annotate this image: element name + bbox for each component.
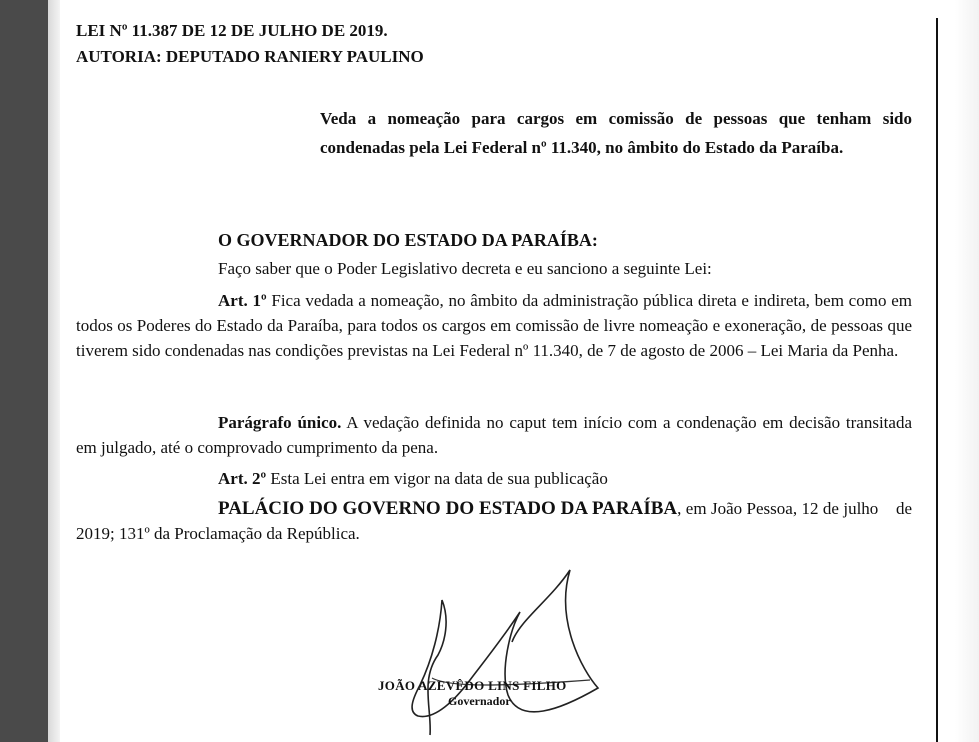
scan-left-border	[0, 0, 48, 742]
law-ementa: Veda a nomeação para cargos em comissão de pessoas que tenham sido condenadas pela Lei Federal nº 11.340, no âmbito do Estado da Paraíba.	[320, 109, 912, 157]
paragrafo-unico-label: Parágrafo único.	[218, 413, 342, 432]
article-2-label: Art. 2º	[218, 469, 267, 488]
page-edge-shadow	[48, 0, 60, 742]
closing-text: , em João Pessoa, 12 de julho de 2019; 131º da Proclamação da República.	[76, 499, 917, 543]
article-1-label: Art. 1º	[218, 291, 267, 310]
signatory-title: Governador	[448, 694, 511, 708]
paragrafo-unico-text: A vedação definida no caput tem início com a condenação em decisão transitada em julgado, até o comprovado cumprimento da pena.	[76, 413, 912, 457]
closing-label: PALÁCIO DO GOVERNO DO ESTADO DA PARAÍBA	[218, 498, 678, 519]
signatory-name: JOÃO AZEVÊDO LINS FILHO	[378, 678, 567, 693]
decree-line: Faço saber que o Poder Legislativo decreta e eu sanciono a seguinte Lei:	[218, 259, 712, 278]
article-1	[76, 288, 912, 363]
page-right-shadow	[955, 0, 979, 742]
article-2-text: Esta Lei entra em vigor na data de sua publicação	[266, 469, 608, 488]
law-number: LEI Nº 11.387 DE 12 DE JULHO DE 2019.	[76, 21, 388, 40]
closing-line	[76, 496, 917, 546]
governor-heading: O GOVERNADOR DO ESTADO DA PARAÍBA:	[218, 230, 598, 250]
handwritten-signature	[360, 560, 620, 740]
article-1-text: Fica vedada a nomeação, no âmbito da administração pública direta e indireta, bem como em todos os Poderes do Estado da Paraíba, para todos os cargos em comissão de livre nomeação e exoneração, de pessoas que tiverem sido condenadas nas condições previstas na Lei Federal nº 11.340, de 7 de agosto de 2006 – Lei Maria da Penha.	[76, 291, 912, 360]
page-right-rule	[936, 18, 938, 742]
law-author: AUTORIA: DEPUTADO RANIERY PAULINO	[76, 47, 424, 66]
article-2	[218, 466, 608, 491]
paragrafo-unico	[76, 410, 912, 460]
